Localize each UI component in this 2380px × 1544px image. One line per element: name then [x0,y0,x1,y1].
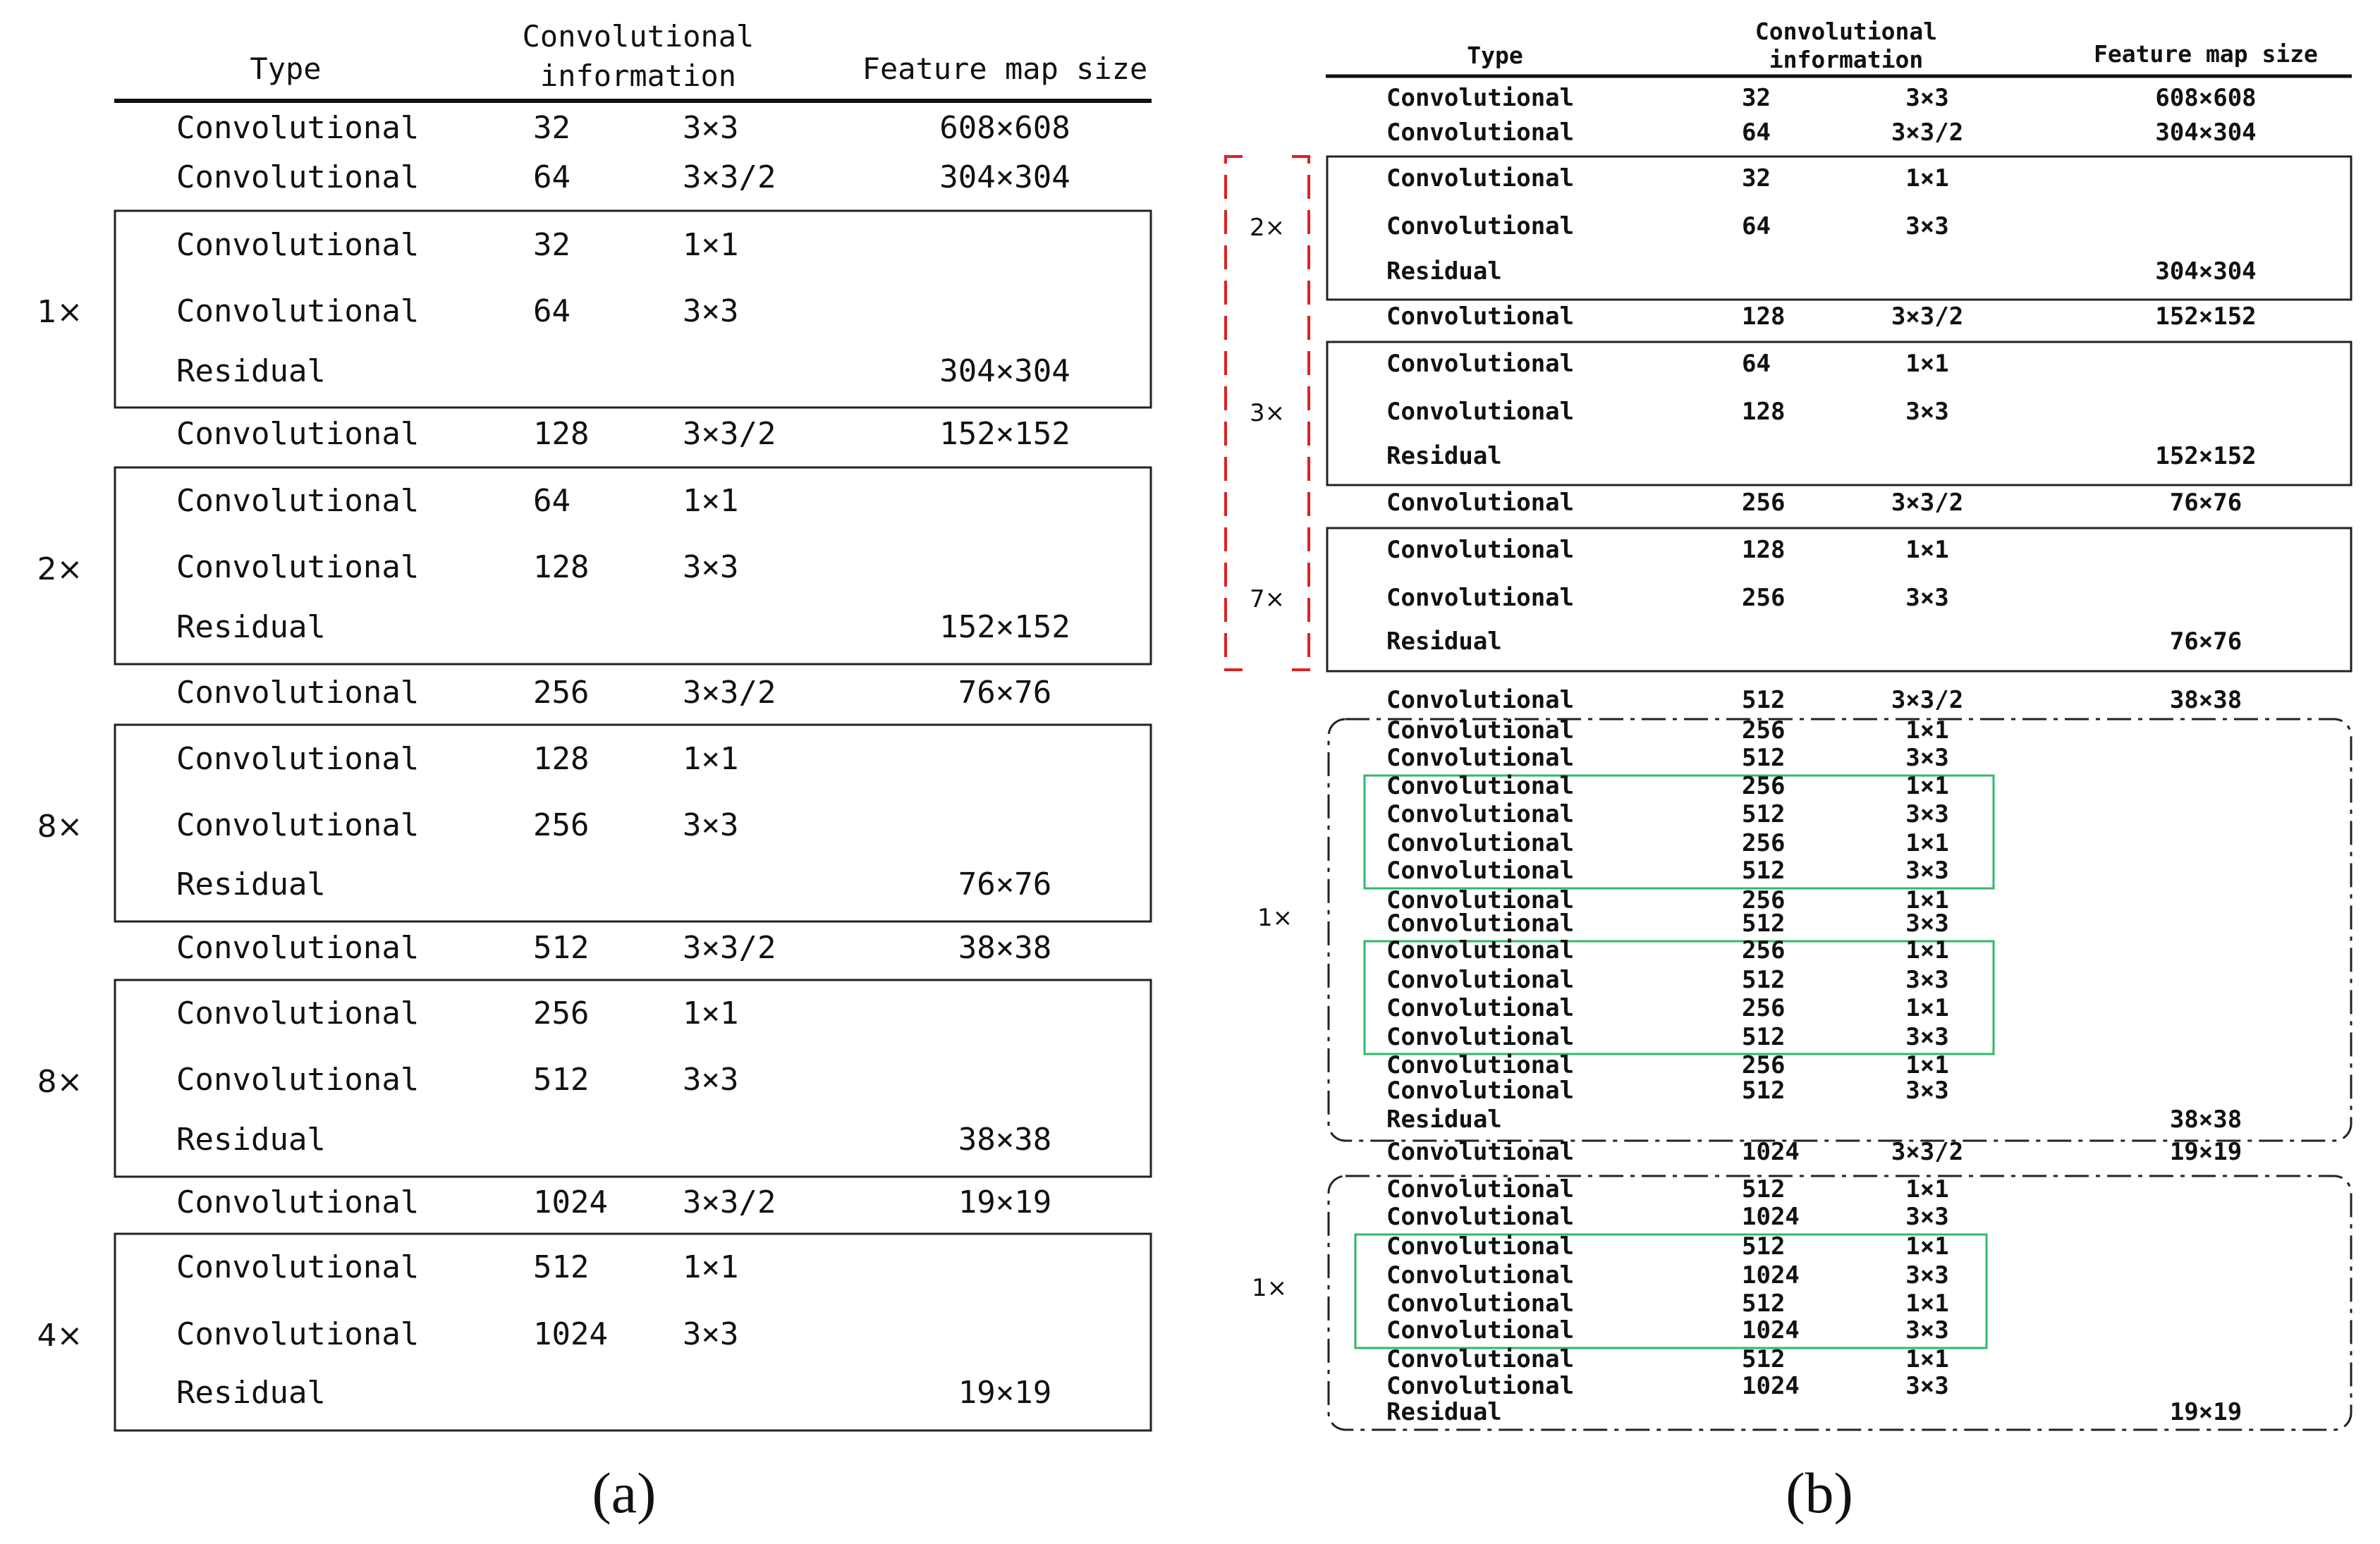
b-row-26 [1386,1023,1949,1051]
b-row-30-fmap: 19×19 [2169,1138,2242,1166]
b-row-10-kernel: 3×3/2 [1891,489,1964,517]
a-row-1-fmap: 608×608 [939,110,1070,146]
b-row-31 [1386,1175,1949,1203]
a-row-10-type: Convolutional [176,675,420,711]
a-row-16-kernel: 3×3 [683,1062,739,1098]
a-row-10-filters: 256 [533,675,590,711]
a-row-18-filters: 1024 [533,1184,608,1220]
b-row-14-kernel: 3×3/2 [1891,686,1964,714]
b-row-10 [1386,489,2242,517]
a-row-11 [176,741,738,777]
b-row-21-kernel: 1×1 [1905,886,1949,914]
b-row-16 [1386,744,1949,772]
a-row-19 [176,1249,738,1285]
b-row-35 [1386,1289,1949,1318]
b-row-25-filters: 256 [1742,994,1786,1022]
a-row-21-fmap: 19×19 [958,1375,1052,1411]
b-row-9 [1386,442,2257,470]
a-caption: (a) [592,1461,657,1525]
b-row-20-type: Convolutional [1386,857,1575,885]
a-header-fmap: Feature map size [862,51,1148,86]
a-row-7-type: Convolutional [176,483,420,519]
a-row-4 [176,293,738,329]
b-caption: (b) [1786,1461,1853,1525]
b-row-10-fmap: 76×76 [2169,489,2242,517]
a-row-8 [176,549,738,585]
b-row-39 [1386,1398,2242,1426]
b-row-16-type: Convolutional [1386,744,1575,772]
b-row-20 [1386,857,1949,885]
b-red-bracket-right [1292,157,1309,670]
a-repeat-label-1: 1× [37,294,83,330]
b-row-18-filters: 512 [1742,800,1786,828]
b-row-22-kernel: 3×3 [1905,909,1949,938]
b-row-4-kernel: 3×3 [1905,212,1949,240]
b-row-15-filters: 256 [1742,716,1786,745]
b-row-29-type: Residual [1386,1105,1502,1134]
b-row-24-type: Convolutional [1386,966,1575,994]
a-row-5-type: Residual [176,353,326,389]
a-repeat-label-2: 2× [37,551,83,587]
b-row-4 [1386,212,1949,240]
b-row-31-filters: 512 [1742,1175,1786,1203]
b-row-7-filters: 64 [1742,350,1771,378]
b-row-39-fmap: 19×19 [2169,1398,2242,1426]
b-row-37 [1386,1345,1949,1373]
b-row-1 [1386,84,2257,112]
b-row-13-fmap: 76×76 [2169,627,2242,656]
b-row-4-filters: 64 [1742,212,1771,240]
a-repeat-label-5: 4× [37,1318,83,1354]
b-row-2 [1386,118,2257,147]
a-row-15 [176,995,738,1031]
b-row-15 [1386,716,1949,745]
a-row-4-kernel: 3×3 [683,293,739,329]
a-row-5-fmap: 304×304 [939,353,1070,389]
a-row-6-type: Convolutional [176,416,420,452]
a-row-14-type: Convolutional [176,930,420,966]
b-row-23-filters: 256 [1742,936,1786,964]
b-row-21-type: Convolutional [1386,886,1575,914]
a-row-5 [176,353,1070,389]
b-row-11-type: Convolutional [1386,536,1575,564]
a-row-13-type: Residual [176,866,326,902]
b-row-19 [1386,829,1949,857]
a-row-14-kernel: 3×3/2 [683,930,776,966]
a-row-14 [176,930,1051,966]
b-row-26-filters: 512 [1742,1023,1786,1051]
b-row-36 [1386,1316,1949,1344]
b-row-17-kernel: 1×1 [1905,772,1949,800]
b-row-38 [1386,1372,1949,1400]
b-row-35-filters: 512 [1742,1289,1786,1318]
b-row-6-fmap: 152×152 [2155,302,2257,331]
a-header-conv-line2: information [539,59,737,93]
b-row-11-kernel: 1×1 [1905,536,1949,564]
a-row-2-fmap: 304×304 [939,159,1070,195]
b-row-33 [1386,1232,1949,1261]
a-row-2-type: Convolutional [176,159,420,195]
b-row-1-kernel: 3×3 [1905,84,1949,112]
b-row-25-type: Convolutional [1386,994,1575,1022]
a-row-8-kernel: 3×3 [683,549,739,585]
a-row-10 [176,675,1051,711]
b-row-35-type: Convolutional [1386,1289,1575,1318]
b-row-27-filters: 256 [1742,1051,1786,1079]
b-row-33-filters: 512 [1742,1232,1786,1261]
a-row-11-type: Convolutional [176,741,420,777]
b-row-6 [1386,302,2257,331]
b-row-32 [1386,1203,1949,1231]
a-row-9-type: Residual [176,609,326,645]
a-row-7-kernel: 1×1 [683,483,739,519]
b-row-3-type: Convolutional [1386,164,1575,192]
a-row-6-filters: 128 [533,416,590,452]
a-row-10-fmap: 76×76 [958,675,1052,711]
a-header-type: Type [250,51,322,86]
b-row-33-type: Convolutional [1386,1232,1575,1261]
b-row-20-kernel: 3×3 [1905,857,1949,885]
b-header-fmap: Feature map size [2094,40,2318,68]
b-row-19-kernel: 1×1 [1905,829,1949,857]
a-row-9 [176,609,1070,645]
a-row-2-filters: 64 [533,159,570,195]
b-row-17-filters: 256 [1742,772,1786,800]
b-row-3-filters: 32 [1742,164,1771,192]
a-row-2-kernel: 3×3/2 [683,159,776,195]
a-row-12-kernel: 3×3 [683,807,739,843]
a-repeat-label-3: 8× [37,809,83,845]
a-row-7-filters: 64 [533,483,570,519]
panel-b [1226,18,2352,1525]
b-row-36-type: Convolutional [1386,1316,1575,1344]
b-row-2-fmap: 304×304 [2155,118,2257,147]
b-row-26-type: Convolutional [1386,1023,1575,1051]
b-row-5 [1386,257,2257,286]
b-row-22 [1386,909,1949,938]
b-row-29-fmap: 38×38 [2169,1105,2242,1134]
a-row-19-type: Convolutional [176,1249,420,1285]
b-row-3 [1386,164,1949,192]
b-row-30-type: Convolutional [1386,1138,1575,1166]
b-row-4-type: Convolutional [1386,212,1575,240]
b-row-28-kernel: 3×3 [1905,1077,1949,1105]
b-row-9-type: Residual [1386,442,1502,470]
b-row-31-kernel: 1×1 [1905,1175,1949,1203]
b-row-36-kernel: 3×3 [1905,1316,1949,1344]
b-row-14 [1386,686,2242,714]
a-row-18 [176,1184,1051,1220]
b-row-20-filters: 512 [1742,857,1786,885]
b-row-28-filters: 512 [1742,1077,1786,1105]
a-row-11-kernel: 1×1 [683,741,739,777]
a-row-21-type: Residual [176,1375,326,1411]
b-row-8-kernel: 3×3 [1905,398,1949,426]
a-row-14-filters: 512 [533,930,590,966]
b-row-7 [1386,350,1949,378]
a-header-conv-line1: Convolutional [522,19,755,54]
b-header-conv-line1: Convolutional [1755,18,1938,45]
a-row-9-fmap: 152×152 [939,609,1070,645]
b-row-28 [1386,1077,1949,1105]
b-row-15-kernel: 1×1 [1905,716,1949,745]
b-row-2-kernel: 3×3/2 [1891,118,1964,147]
a-row-17-fmap: 38×38 [958,1122,1052,1158]
b-table-rows [1386,84,2257,1426]
b-row-33-kernel: 1×1 [1905,1232,1949,1261]
b-row-38-kernel: 3×3 [1905,1372,1949,1400]
a-row-17 [176,1122,1051,1158]
a-row-3-type: Convolutional [176,227,420,263]
b-row-13-type: Residual [1386,627,1502,656]
a-row-3-filters: 32 [533,227,570,263]
a-row-15-type: Convolutional [176,995,420,1031]
b-row-17-type: Convolutional [1386,772,1575,800]
b-row-32-kernel: 3×3 [1905,1203,1949,1231]
b-row-6-type: Convolutional [1386,302,1575,331]
b-row-25-kernel: 1×1 [1905,994,1949,1022]
b-repeat-label-5: 1× [1251,1274,1288,1302]
b-row-24 [1386,966,1949,994]
b-row-23-type: Convolutional [1386,936,1575,964]
a-row-10-kernel: 3×3/2 [683,675,776,711]
b-row-34-filters: 1024 [1742,1261,1800,1289]
a-row-4-filters: 64 [533,293,570,329]
b-row-14-type: Convolutional [1386,686,1575,714]
a-row-20-kernel: 3×3 [683,1316,739,1352]
b-row-14-filters: 512 [1742,686,1786,714]
a-row-8-type: Convolutional [176,549,420,585]
b-row-9-fmap: 152×152 [2155,442,2257,470]
a-row-8-filters: 128 [533,549,590,585]
b-row-8-filters: 128 [1742,398,1786,426]
b-row-13 [1386,627,2242,656]
b-row-30 [1386,1138,2242,1166]
b-row-32-filters: 1024 [1742,1203,1800,1231]
a-row-17-type: Residual [176,1122,326,1158]
a-row-12 [176,807,738,843]
b-row-16-kernel: 3×3 [1905,744,1949,772]
b-row-12-type: Convolutional [1386,584,1575,612]
b-row-15-type: Convolutional [1386,716,1575,745]
a-row-1-filters: 32 [533,110,570,146]
b-row-26-kernel: 3×3 [1905,1023,1949,1051]
b-row-24-filters: 512 [1742,966,1786,994]
a-row-19-kernel: 1×1 [683,1249,739,1285]
a-row-20 [176,1316,738,1352]
b-row-37-kernel: 1×1 [1905,1345,1949,1373]
b-row-2-type: Convolutional [1386,118,1575,147]
b-row-35-kernel: 1×1 [1905,1289,1949,1318]
b-row-37-filters: 512 [1742,1345,1786,1373]
b-row-11-filters: 128 [1742,536,1786,564]
b-row-36-filters: 1024 [1742,1316,1800,1344]
b-row-38-filters: 1024 [1742,1372,1800,1400]
a-row-1 [176,110,1070,146]
panel-a [37,19,1152,1525]
a-row-21 [176,1375,1051,1411]
a-row-3 [176,227,738,263]
b-row-38-type: Convolutional [1386,1372,1575,1400]
a-row-20-type: Convolutional [176,1316,420,1352]
b-repeat-label-4: 1× [1257,904,1293,932]
b-row-1-fmap: 608×608 [2155,84,2257,112]
b-row-34-type: Convolutional [1386,1261,1575,1289]
a-row-12-type: Convolutional [176,807,420,843]
b-row-27-kernel: 1×1 [1905,1051,1949,1079]
a-repeat-label-4: 8× [37,1064,83,1100]
b-row-23-kernel: 1×1 [1905,936,1949,964]
b-repeat-label-2: 3× [1249,399,1286,427]
b-header-conv-line2: information [1769,46,1924,73]
b-row-30-kernel: 3×3/2 [1891,1138,1964,1166]
b-row-1-filters: 32 [1742,84,1771,112]
a-row-15-filters: 256 [533,995,590,1031]
b-row-16-filters: 512 [1742,744,1786,772]
b-row-24-kernel: 3×3 [1905,966,1949,994]
b-row-25 [1386,994,1949,1022]
a-row-18-fmap: 19×19 [958,1184,1052,1220]
a-row-15-kernel: 1×1 [683,995,739,1031]
b-row-19-filters: 256 [1742,829,1786,857]
a-row-13-fmap: 76×76 [958,866,1052,902]
b-row-7-type: Convolutional [1386,350,1575,378]
b-row-12 [1386,584,1949,612]
a-row-6-kernel: 3×3/2 [683,416,776,452]
b-row-27-type: Convolutional [1386,1051,1575,1079]
b-row-19-type: Convolutional [1386,829,1575,857]
b-row-14-fmap: 38×38 [2169,686,2242,714]
a-row-4-type: Convolutional [176,293,420,329]
a-row-7 [176,483,738,519]
a-row-18-kernel: 3×3/2 [683,1184,776,1220]
b-row-12-filters: 256 [1742,584,1786,612]
a-row-19-filters: 512 [533,1249,590,1285]
b-row-31-type: Convolutional [1386,1175,1575,1203]
a-row-2 [176,159,1070,195]
b-row-7-kernel: 1×1 [1905,350,1949,378]
a-row-3-kernel: 1×1 [683,227,739,263]
a-row-16 [176,1062,738,1098]
b-row-18-kernel: 3×3 [1905,800,1949,828]
b-row-6-filters: 128 [1742,302,1786,331]
b-row-30-filters: 1024 [1742,1138,1800,1166]
b-row-8 [1386,398,1949,426]
b-row-2-filters: 64 [1742,118,1771,147]
a-row-1-kernel: 3×3 [683,110,739,146]
b-row-6-kernel: 3×3/2 [1891,302,1964,331]
b-row-5-fmap: 304×304 [2155,257,2257,286]
b-row-12-kernel: 3×3 [1905,584,1949,612]
a-table-rows [176,110,1070,1411]
a-row-6-fmap: 152×152 [939,416,1070,452]
a-row-16-type: Convolutional [176,1062,420,1098]
a-row-11-filters: 128 [533,741,590,777]
b-row-27 [1386,1051,1949,1079]
b-row-10-filters: 256 [1742,489,1786,517]
a-row-13 [176,866,1051,902]
b-repeat-label-1: 2× [1249,214,1286,242]
a-row-20-filters: 1024 [533,1316,608,1352]
a-row-12-filters: 256 [533,807,590,843]
b-row-10-type: Convolutional [1386,489,1575,517]
b-row-5-type: Residual [1386,257,1502,286]
b-row-18-type: Convolutional [1386,800,1575,828]
b-row-21-filters: 256 [1742,886,1786,914]
a-row-14-fmap: 38×38 [958,930,1052,966]
b-row-1-type: Convolutional [1386,84,1575,112]
b-row-34-kernel: 3×3 [1905,1261,1949,1289]
b-row-18 [1386,800,1949,828]
b-row-39-type: Residual [1386,1398,1502,1426]
b-row-3-kernel: 1×1 [1905,164,1949,192]
b-row-34 [1386,1261,1949,1289]
b-header-type: Type [1467,42,1523,69]
b-red-bracket-left [1226,157,1243,670]
b-row-8-type: Convolutional [1386,398,1575,426]
a-row-18-type: Convolutional [176,1184,420,1220]
a-row-16-filters: 512 [533,1062,590,1098]
b-row-29 [1386,1105,2242,1134]
b-row-22-type: Convolutional [1386,909,1575,938]
b-row-32-type: Convolutional [1386,1203,1575,1231]
b-repeat-label-3: 7× [1249,585,1286,613]
b-row-11 [1386,536,1949,564]
b-row-28-type: Convolutional [1386,1077,1575,1105]
b-row-22-filters: 512 [1742,909,1786,938]
a-row-6 [176,416,1070,452]
a-row-1-type: Convolutional [176,110,420,146]
b-row-37-type: Convolutional [1386,1345,1575,1373]
